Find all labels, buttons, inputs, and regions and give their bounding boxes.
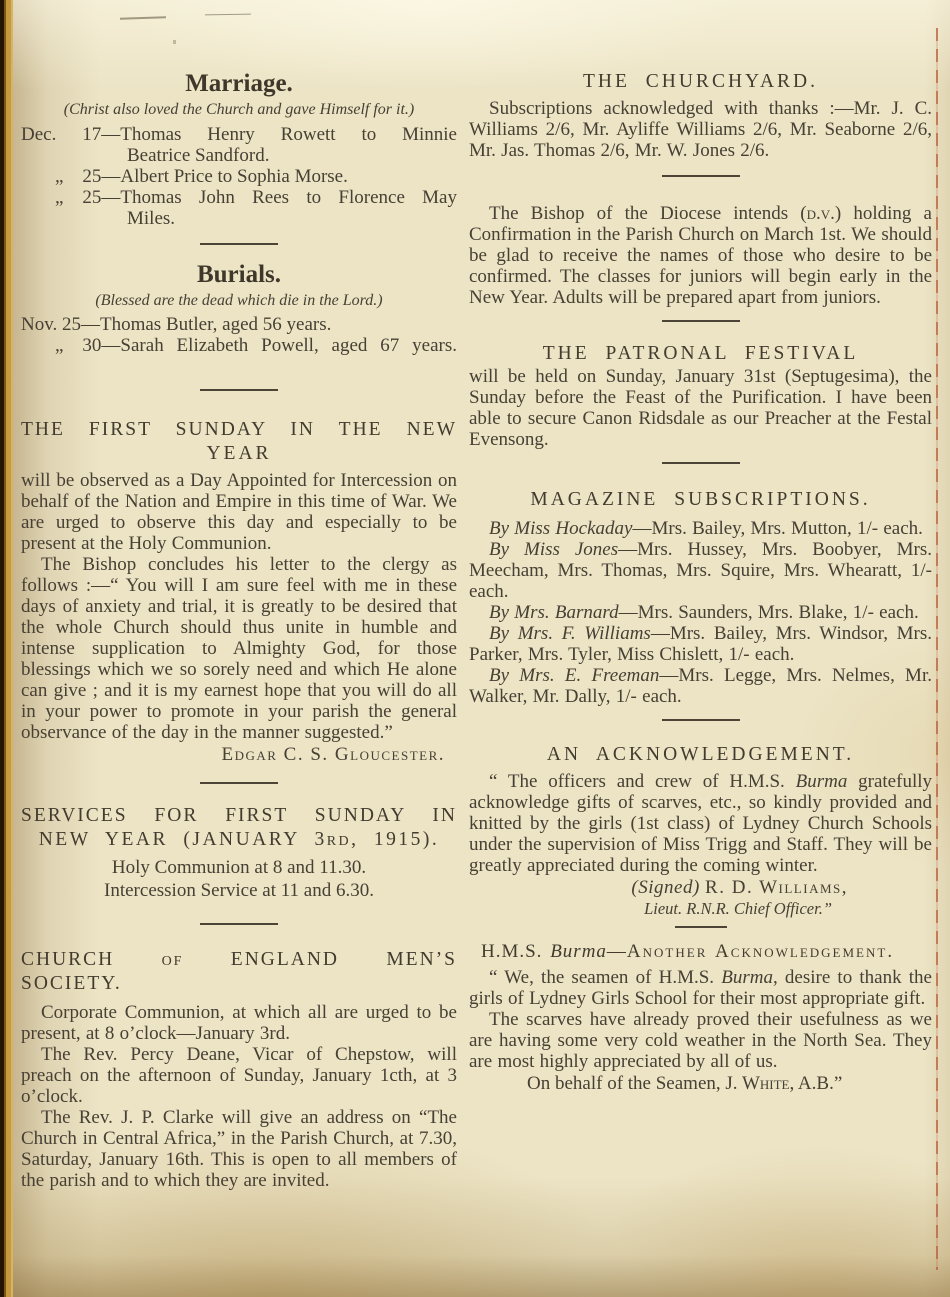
collector-name: By Mrs. Barnard — [489, 602, 619, 623]
section-services — [21, 804, 457, 902]
subscriber-names: —Mrs. Bailey, Mrs. Windsor, Mrs. Parker, Mrs. Tyler, Miss Chislett, 1/- each. — [469, 623, 932, 665]
marriage-entry: „ 25—Thomas John Rees to Florence May — [55, 187, 457, 208]
collector-name: By Miss Jones — [489, 539, 619, 560]
quote-text: “ The officers and crew of H.M.S. — [489, 771, 796, 792]
signed-label: (Signed) — [631, 877, 706, 898]
mens-society-paragraph: The Rev. J. P. Clarke will give an address on “The Church in Central Africa,” in the Parish Church, at 7.30, Saturday, January 16th. This is open to all members of the parish and to which they are invited. — [21, 1107, 457, 1191]
section-patronal-festival — [469, 342, 932, 450]
marriage-title: Marriage. — [185, 70, 293, 97]
quote-text: “ We, the seamen of H.M.S. — [489, 967, 722, 988]
burials-entry: Nov. 25—Thomas Butler, aged 56 years. — [21, 314, 332, 335]
confirmation-text: The Bishop of the Diocese intends ( — [489, 203, 807, 224]
subscriber-names: —Mrs. Bailey, Mrs. Mutton, 1/- each. — [632, 518, 923, 539]
section-divider — [662, 175, 740, 177]
acknowledgement-title: AN ACKNOWLEDGEMENT. — [546, 744, 855, 765]
first-sunday-paragraph: will be observed as a Day Appointed for Intercession on behalf of the Nation and Empire in this time of War. We are urged to observe this day and especially to be present at the Holy Communion. — [21, 470, 457, 554]
section-first-sunday — [21, 418, 457, 766]
burials-title: Burials. — [196, 261, 282, 288]
ship-name: Burma — [721, 967, 773, 988]
page-edge-line — [936, 28, 938, 1270]
heading-text: Another Acknowledgement. — [626, 941, 895, 962]
paper-scuff-mark — [205, 14, 251, 16]
ship-prefix: H.M.S. — [481, 941, 551, 962]
confirmation-paragraph — [469, 203, 932, 308]
quote-text: gratefully acknowledge gifts of scarves, etc., so kindly provided and knitted by the girls (1st class) of Lydney Church Schools under the supervision of Miss Trigg and Staff. They will be greatly appreciated during the coming winter. — [469, 771, 932, 876]
burials-entries — [21, 314, 457, 356]
ship-name: Burma — [795, 771, 848, 792]
dv-abbreviation: d.v. — [806, 203, 835, 224]
acknowledgement2-heading — [469, 940, 932, 963]
section-divider — [662, 320, 740, 322]
bishop-signature: Edgar C. S. Gloucester. — [221, 744, 445, 765]
churchyard-paragraph: Subscriptions acknowledged with thanks :—Mr. J. C. Williams 2/6, Mr. Ayliffe Williams 2/6, Mr. Seaborne 2/6, Mr. Jas. Thomas 2/6, Mr. W. Jones 2/6. — [469, 98, 932, 161]
signoff-text: , A.B.” — [789, 1073, 843, 1094]
signoff-name: J. White — [725, 1073, 790, 1094]
subscription-item — [469, 665, 932, 707]
heading-dash: — — [606, 941, 627, 962]
burials-epigraph: (Blessed are the dead which die in the Lord.) — [95, 292, 383, 309]
subscription-item — [469, 539, 932, 602]
section-confirmation — [469, 203, 932, 308]
section-acknowledgement — [469, 743, 932, 918]
subscription-item — [469, 518, 932, 539]
left-column — [21, 70, 457, 1191]
section-divider — [200, 923, 278, 925]
subscription-item — [469, 602, 932, 623]
ship-name: Burma — [550, 941, 607, 962]
section-divider — [200, 243, 278, 245]
collector-name: By Mrs. E. Freeman — [489, 665, 660, 686]
section-burials — [21, 261, 457, 356]
section-mens-society — [21, 948, 457, 1191]
subscriber-names: —Mrs. Hussey, Mrs. Boobyer, Mrs. Meecham, Mrs. Thomas, Mrs. Squire, Mrs. Whearatt, 1/- each. — [469, 539, 932, 602]
marriage-entry: Dec. 17—Thomas Henry Rowett to Minnie — [21, 124, 457, 145]
first-sunday-title-line1: THE FIRST SUNDAY IN THE NEW — [21, 419, 457, 440]
paper-scuff-mark — [120, 16, 166, 20]
section-magazine-subscriptions — [469, 488, 932, 707]
section-divider — [200, 782, 278, 784]
signed-line — [469, 877, 932, 899]
services-title-line1: SERVICES FOR FIRST SUNDAY IN — [21, 805, 457, 826]
section-divider — [662, 719, 740, 721]
marriage-entry-continuation: Miles. — [127, 208, 176, 229]
subscriber-names: —Mrs. Saunders, Mrs. Blake, 1/- each. — [618, 602, 919, 623]
mens-society-paragraph: Corporate Communion, at which all are urged to be present, at 8 o’clock—January 3rd. — [21, 1002, 457, 1044]
first-sunday-title-line2: YEAR — [206, 443, 272, 464]
acknowledgement-quote — [469, 771, 932, 876]
section-acknowledgement2 — [469, 940, 932, 1095]
subscriber-names: —Mrs. Legge, Mrs. Nelmes, Mr. Walker, Mr. Dally, 1/- each. — [469, 665, 932, 707]
right-column — [469, 70, 932, 1095]
paper-speck — [173, 40, 176, 44]
acknowledgement2-quote — [469, 967, 932, 1009]
collector-name: By Miss Hockaday — [489, 518, 633, 539]
section-churchyard — [469, 70, 932, 161]
bishop-letter-paragraph: The Bishop concludes his letter to the clergy as follows :—“ You will I am sure feel with me in these days of anxiety and trial, it is greatly to be desired that the whole Church should thus unite in humble and intense supplication to Almighty God, for those blessings which we so sorely need and which He alone can give ; and it is my earnest hope that you will do all in your power to promote in your parish the general observance of the day in the manner suggested.” — [21, 554, 457, 743]
seamen-signoff — [469, 1073, 932, 1095]
churchyard-title: THE CHURCHYARD. — [582, 71, 818, 92]
collector-name: By Mrs. F. Williams — [489, 623, 651, 644]
signed-name: R. D. Williams, — [705, 877, 848, 898]
burials-entry: „ 30—Sarah Elizabeth Powell, aged 67 years. — [55, 335, 457, 356]
patronal-festival-title: THE PATRONAL FESTIVAL — [542, 343, 859, 364]
services-title-line2: NEW YEAR (JANUARY 3rd, 1915). — [38, 829, 440, 850]
confirmation-text: ) holding a Confirmation in the Parish Church on March 1st. We should be glad to receive the names of those who desire to be confirmed. The classes for juniors will begin early in the New Year. Adults will be prepared apart from juniors. — [469, 203, 932, 308]
section-marriage — [21, 70, 457, 229]
signed-rank: Lieut. R.N.R. Chief Officer.” — [644, 899, 832, 918]
mens-society-paragraph: The Rev. Percy Deane, Vicar of Chepstow, will preach on the afternoon of Sunday, January 1cth, at 3 o’clock. — [21, 1044, 457, 1107]
service-time: Holy Communion at 8 and 11.30. — [111, 857, 367, 878]
patronal-festival-paragraph: will be held on Sunday, January 31st (Septugesima), the Sunday before the Feast of the Purification. I have been able to secure Canon Ridsdale as our Preacher at the Festal Evensong. — [469, 366, 932, 450]
magazine-subscriptions-title: MAGAZINE SUBSCRIPTIONS. — [530, 489, 871, 510]
marriage-entry-continuation: Beatrice Sandford. — [127, 145, 270, 166]
marriage-entries — [21, 124, 457, 229]
quote-text: , desire to thank the girls of Lydney Girls School for their most appropriate gift. — [469, 967, 932, 1009]
service-time: Intercession Service at 11 and 6.30. — [104, 880, 374, 901]
book-gutter-edge — [0, 0, 13, 1297]
mens-society-title: CHURCH of ENGLAND MEN’S SOCIETY. — [21, 949, 457, 994]
acknowledgement2-paragraph: The scarves have already proved their usefulness as we are having some very cold weather in the North Sea. They are most highly appreciated by all of us. — [469, 1009, 932, 1072]
subscription-item — [469, 623, 932, 665]
section-divider — [200, 389, 278, 391]
section-divider — [662, 462, 740, 464]
marriage-epigraph: (Christ also loved the Church and gave Himself for it.) — [63, 101, 415, 118]
marriage-entry: „ 25—Albert Price to Sophia Morse. — [55, 166, 348, 187]
section-divider-short — [675, 926, 727, 928]
signoff-text: On behalf of the Seamen, — [527, 1073, 726, 1094]
